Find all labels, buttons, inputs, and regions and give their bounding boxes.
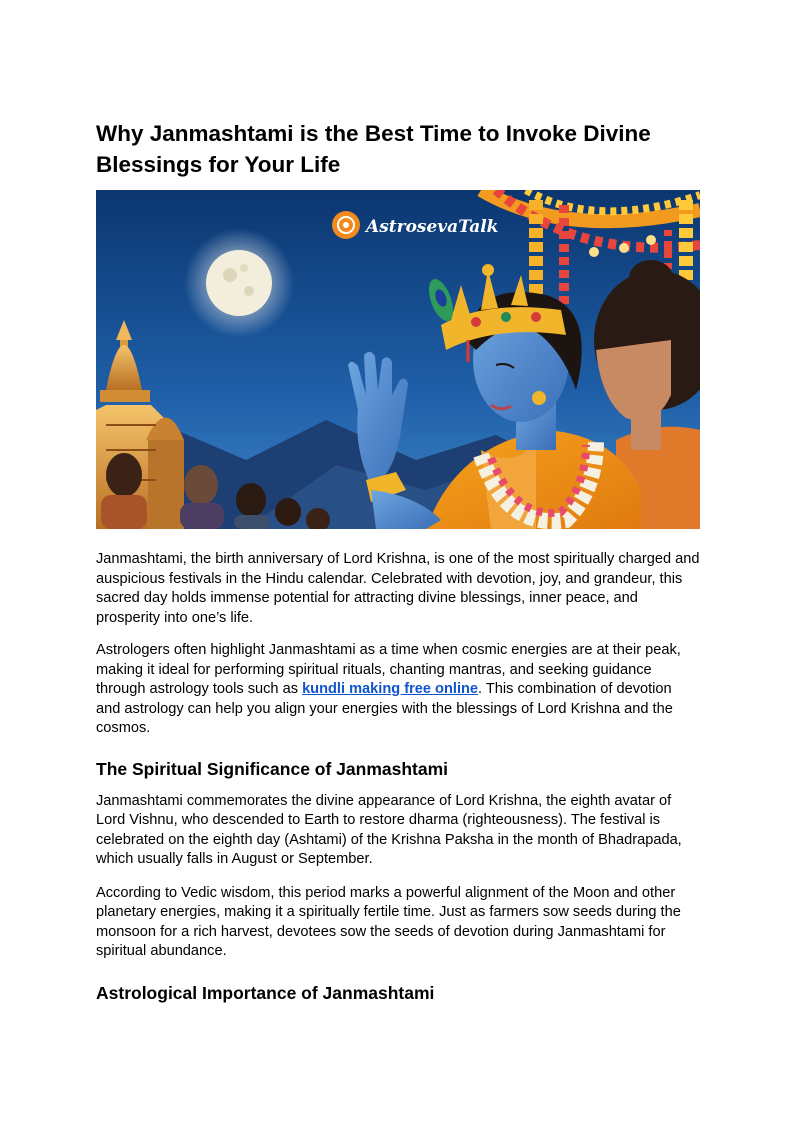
brand-name: AstrosevaTalk	[366, 217, 499, 237]
article-title: Why Janmashtami is the Best Time to Invoke Divine Blessings for Your Life	[96, 121, 651, 177]
hero-image	[96, 190, 700, 529]
intro-paragraph: Janmashtami, the birth anniversary of Lord Krishna, is one of the most spiritually charged and auspicious festivals in the Hindu calendar. Celebrated with devotion, joy, and grandeur, this sacred day holds immense potential for attracting divine blessings, inner peace, and prosperity into one’s life.	[96, 551, 700, 626]
kundli-link[interactable]: kundli making free online	[302, 681, 479, 697]
significance-paragraph-2: According to Vedic wisdom, this period marks a powerful alignment of the Moon and other planetary energies, making it a spiritually fertile time. Just as farmers sow seeds during the monsoon for a rich harvest, devotees sow the seeds of devotion during Janmashtami for spiritual abundance.	[96, 884, 681, 959]
significance-paragraph-1: Janmashtami commemorates the divine appearance of Lord Krishna, the eighth avatar of Lord Vishnu, who descended to Earth to restore dharma (righteousness). The festival is celebrated on the eighth day (Ashtami) of the Krishna Paksha in the month of Bhadrapada, which usually falls in August or September.	[96, 792, 682, 867]
astrology-paragraph-text-before: Astrologers often highlight Janmashtami as a time when cosmic energies are at their peak, making it ideal for performing spiritual rituals, chanting mantras, and seeking guidance through astrology tools such as	[96, 642, 681, 697]
astrology-paragraph	[96, 641, 700, 739]
section-heading-astrological-importance: Astrological Importance of Janmashtami	[96, 982, 435, 1003]
moon	[206, 250, 272, 316]
section-heading-spiritual-significance: The Spiritual Significance of Janmashtami	[96, 758, 449, 779]
astrology-paragraph-text-after: . This combination of devotion and astrology can help you align your energies with the blessings of Lord Krishna and the cosmos.	[96, 681, 673, 736]
article	[96, 118, 700, 1005]
